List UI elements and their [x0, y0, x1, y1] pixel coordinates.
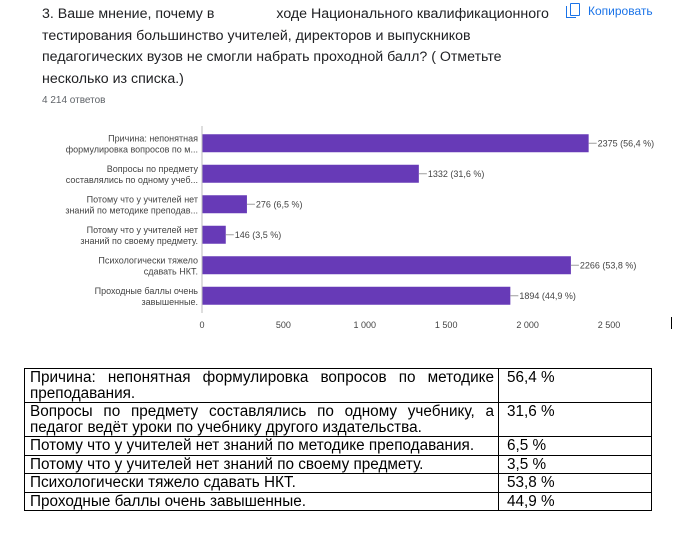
percent-cell: 44,9 % — [499, 492, 652, 511]
reason-cell: Потому что у учителей нет знаний по методике преподавания. — [25, 437, 499, 456]
category-label: Потому что у учителей нет — [86, 224, 198, 235]
reason-cell: Психологически тяжело сдавать НКТ. — [25, 474, 499, 493]
category-label: знаний по своему предмету. — [80, 235, 198, 246]
percent-cell: 3,5 % — [499, 455, 652, 474]
bar[interactable] — [202, 134, 589, 152]
value-label: 1332 (31,6 %) — [427, 168, 485, 179]
table-row — [25, 492, 652, 511]
category-label: Проходные баллы очень — [94, 285, 198, 296]
reason-cell: Причина: непонятная формулировка вопросов по методике преподавания. — [25, 369, 499, 403]
responses-count: 4 214 ответов — [42, 95, 106, 106]
percent-cell: 31,6 % — [499, 403, 652, 437]
edge-mark — [671, 317, 672, 329]
percent-cell: 6,5 % — [499, 437, 652, 456]
copy-button[interactable] — [566, 3, 653, 19]
x-tick-label: 2 500 — [597, 320, 621, 330]
reason-cell: Вопросы по предмету составлялись по одному учебнику, а педагог ведёт уроки по учебнику другого издательства. — [25, 403, 499, 437]
copy-button-label: Копировать — [588, 4, 653, 18]
question-text-end: ходе Национального квалификационного тестирования большинство учителей, директоров и выпускников педагогических вузов не смогли набрать проходной балл? ( Отметьте несколько из списка.) — [42, 6, 549, 87]
question-text-start: 3. Ваше мнение, почему в — [42, 6, 215, 22]
table-row — [25, 437, 652, 456]
category-label: сдавать НКТ. — [143, 266, 198, 277]
answers-table — [24, 368, 652, 511]
category-label: завышенные. — [141, 296, 198, 307]
reason-cell: Потому что у учителей нет знаний по своему предмету. — [25, 455, 499, 474]
table-row — [25, 474, 652, 493]
reason-cell: Проходные баллы очень завышенные. — [25, 492, 499, 511]
copy-icon — [566, 3, 580, 19]
category-label: Потому что у учителей нет — [86, 194, 198, 205]
x-tick-label: 0 — [199, 320, 205, 330]
bar[interactable] — [202, 226, 226, 244]
category-label: Вопросы по предмету — [106, 163, 198, 174]
answers-table-body — [25, 369, 652, 511]
x-tick-label: 2 000 — [516, 320, 539, 330]
bar[interactable] — [202, 165, 419, 183]
value-label: 146 (3,5 %) — [234, 229, 282, 240]
table-row — [25, 369, 652, 403]
percent-cell: 53,8 % — [499, 474, 652, 493]
category-label: Психологически тяжело — [98, 255, 198, 266]
table-row — [25, 403, 652, 437]
category-label: знаний по методике преподав... — [65, 205, 198, 216]
percent-cell: 56,4 % — [499, 369, 652, 403]
table-row — [25, 455, 652, 474]
category-label: формулировка вопросов по м... — [65, 144, 198, 155]
bar[interactable] — [202, 256, 571, 274]
bar[interactable] — [202, 287, 510, 305]
value-label: 2266 (53,8 %) — [579, 260, 637, 271]
category-label: Причина: непонятная — [108, 133, 198, 144]
bar-chart — [0, 118, 688, 330]
x-tick-label: 500 — [275, 320, 291, 330]
value-label: 1894 (44,9 %) — [519, 290, 576, 301]
bar[interactable] — [202, 195, 247, 213]
value-label: 2375 (56,4 %) — [597, 138, 655, 149]
x-tick-label: 1 000 — [353, 320, 377, 330]
question-title — [42, 4, 552, 90]
category-label: составлялись по одному учеб... — [65, 174, 198, 185]
value-label: 276 (6,5 %) — [255, 199, 303, 210]
x-tick-label: 1 500 — [434, 320, 458, 330]
